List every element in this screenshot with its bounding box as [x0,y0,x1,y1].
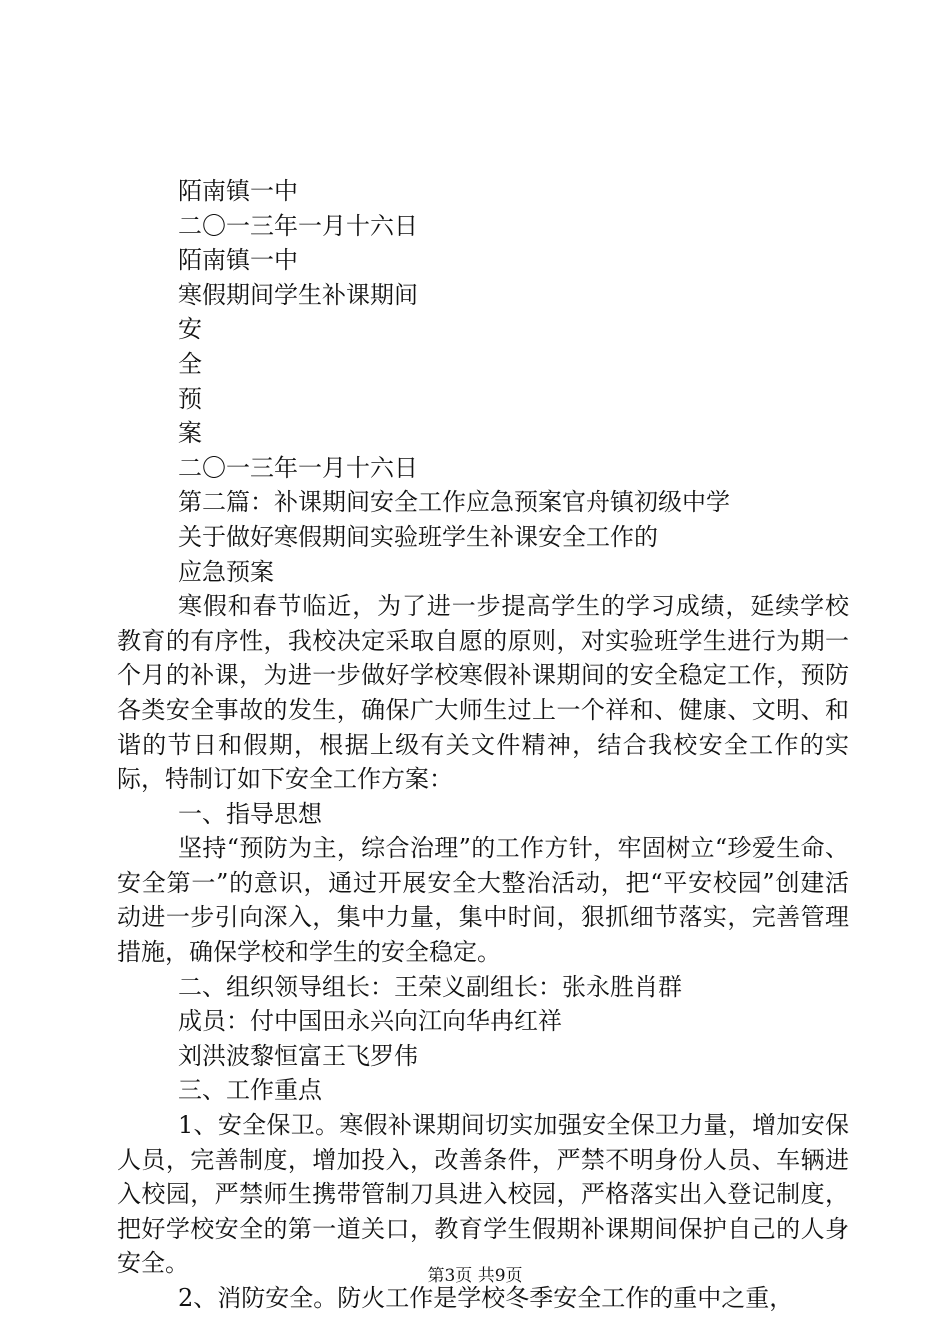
school-name-line: 陌南镇一中 [178,177,298,205]
point-paragraph-1: 1、安全保卫。寒假补课期间切实加强安全保卫力量，增加安保人员，完善制度，增加投入，改善条件，严禁不明身份人员、车辆进入校园，严禁师生携带管制刀具进入校园，严格落实出入登记制度，把好学校安全的第一道关口，教育学生假期补课期间保护自己的人身安全。 [117,1111,849,1278]
title-line: 寒假期间学生补课期间 [178,280,418,309]
subtitle-line-2: 应急预案 [178,557,274,586]
subtitle-line: 关于做好寒假期间实验班学生补课安全工作的 [178,522,658,551]
date-line-2: 二〇一三年一月十六日 [178,453,418,482]
section-heading-3: 三、工作重点 [178,1076,322,1105]
school-name-line-2: 陌南镇一中 [178,246,298,275]
date-line: 二〇一三年一月十六日 [178,211,418,240]
chapter-heading: 第二篇：补课期间安全工作应急预案官舟镇初级中学 [178,488,730,517]
section-paragraph-1: 坚持“预防为主，综合治理”的工作方针，牢固树立“珍爱生命、安全第一”的意识，通过开展安全大整治活动，把“平安校园”创建活动进一步引向深入，集中力量，集中时间，狠抓细节落实，完善管理措施，确保学校和学生的安全稳定。 [117,834,849,967]
page-footer: 第3页 共9页 [427,1266,523,1286]
title-char-2: 全 [178,349,202,378]
section-heading-2: 二、组织领导组长：王荣义副组长：张永胜肖群 [178,972,682,1001]
point-paragraph-2: 2、消防安全。防火工作是学校冬季安全工作的重中之重， [178,1284,794,1312]
intro-paragraph: 寒假和春节临近，为了进一步提高学生的学习成绩，延续学校教育的有序性，我校决定采取自愿的原则，对实验班学生进行为期一个月的补课，为进一步做好学校寒假补课期间的安全稳定工作，预防各类安全事故的发生，确保广大师生过上一个祥和、健康、文明、和谐的节日和假期，根据上级有关文件精神，结合我校安全工作的实际，特制订如下安全工作方案： [117,592,849,794]
members-line-2: 刘洪波黎恒富王飞罗伟 [178,1041,418,1070]
members-line-1: 成员：付中国田永兴向江向华冉红祥 [178,1007,562,1036]
section-heading-1: 一、指导思想 [178,799,322,828]
document-body [117,174,849,1316]
title-char-4: 案 [178,419,202,448]
title-char-3: 预 [178,384,202,413]
title-char-1: 安 [178,315,202,344]
